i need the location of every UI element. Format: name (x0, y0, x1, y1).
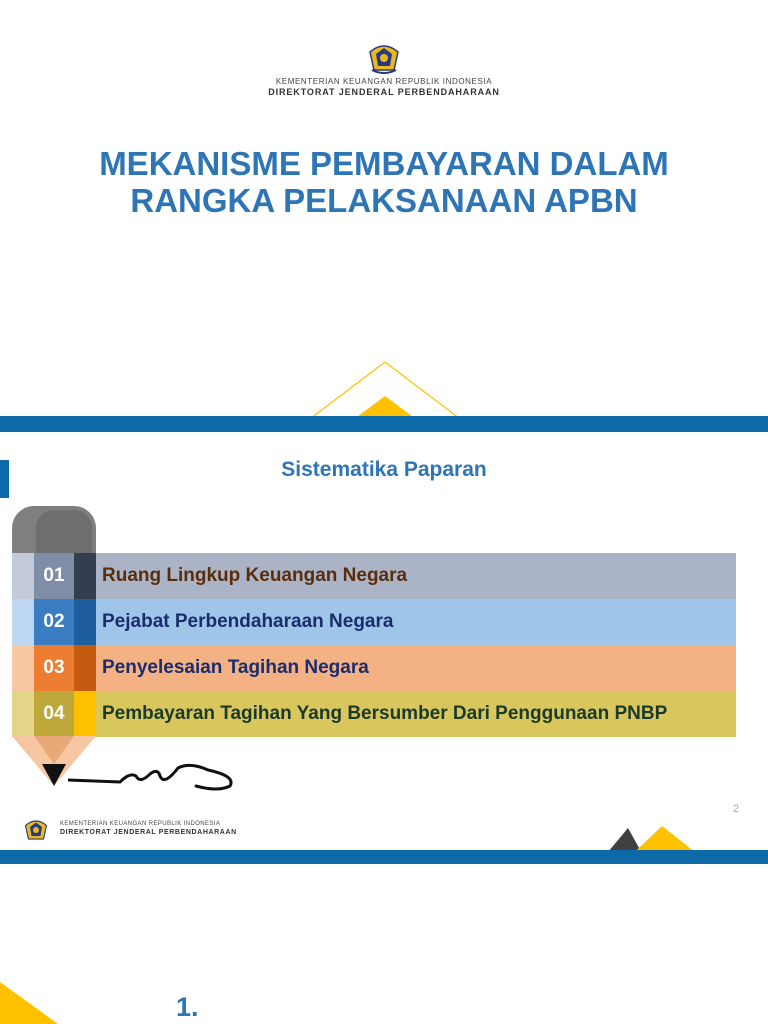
pencil-body-dark (74, 645, 96, 691)
slide-2 (0, 432, 768, 864)
agenda-item-label: Penyelesaian Tagihan Negara (102, 657, 369, 678)
pencil-body-dark (74, 599, 96, 645)
slide-3 (0, 864, 768, 1024)
agenda-item-number: 02 (43, 611, 65, 632)
agenda-item (12, 691, 736, 737)
pencil-body-dark (74, 553, 96, 599)
pencil-body-light (12, 645, 34, 691)
title-line-2: RANGKA PELAKSANAAN APBN (130, 182, 638, 219)
pencil-body-light (12, 599, 34, 645)
agenda-item-number: 01 (43, 565, 65, 586)
agenda-item-number: 04 (43, 703, 65, 724)
ministry-name: KEMENTERIAN KEUANGAN REPUBLIK INDONESIA (275, 77, 493, 86)
title-line-1: MEKANISME PEMBAYARAN DALAM (99, 145, 669, 182)
pencil-scribble-line (68, 762, 238, 792)
agenda-item-number: 03 (43, 657, 65, 678)
ministry-emblem-icon (22, 818, 50, 842)
pencil-body-light (12, 691, 34, 737)
decorative-triangle (0, 982, 58, 1024)
presentation-title (40, 145, 728, 219)
agenda-item (12, 645, 736, 691)
agenda-item-label: Pejabat Perbendaharaan Negara (102, 611, 394, 632)
pencil-body-dark (74, 691, 96, 737)
ministry-name: KEMENTERIAN KEUANGAN REPUBLIK INDONESIA (60, 821, 221, 827)
slide-1 (0, 0, 768, 432)
directorate-name: DIREKTORAT JENDERAL PERBENDAHARAAN (60, 829, 237, 836)
footer-band (0, 416, 768, 432)
page-number: 2 (733, 803, 740, 815)
ministry-emblem-icon (366, 42, 402, 74)
agenda-item (12, 553, 736, 599)
pencil-eraser-shade (36, 510, 92, 554)
footer-band (0, 850, 768, 864)
slide-title: Sistematika Paparan (281, 458, 487, 481)
agenda-item-label: Ruang Lingkup Keuangan Negara (102, 565, 408, 586)
section-number: 1. (176, 992, 199, 1022)
agenda-item-label: Pembayaran Tagihan Yang Bersumber Dari Penggunaan PNBP (102, 703, 668, 724)
directorate-name: DIREKTORAT JENDERAL PERBENDAHARAAN (268, 87, 500, 97)
agenda-item (12, 599, 736, 645)
pencil-body-light (12, 553, 34, 599)
